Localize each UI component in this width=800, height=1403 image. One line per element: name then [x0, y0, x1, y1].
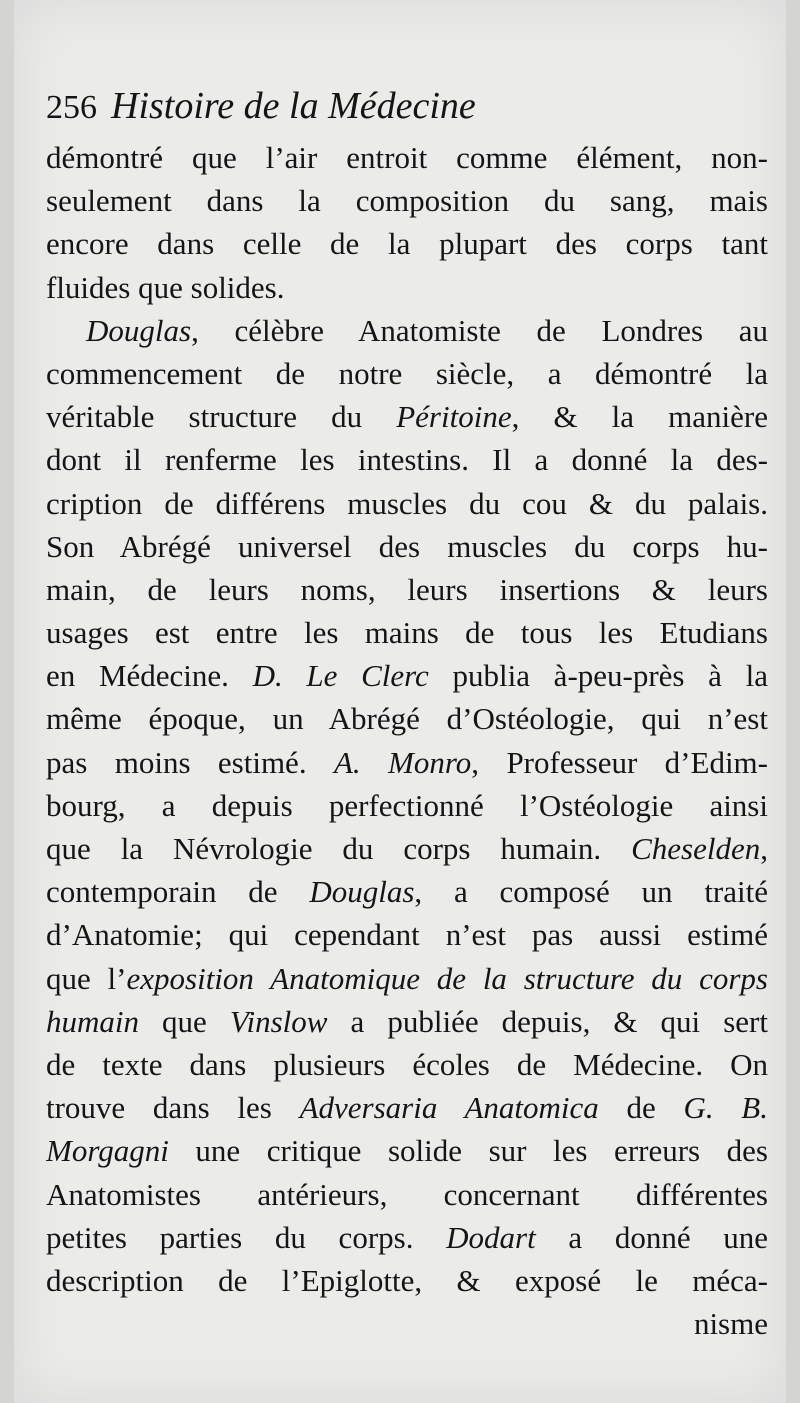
text-line: que la Névrologie du corps humain. Cheselden, — [46, 831, 768, 866]
text-line: fluides que solides. — [46, 269, 285, 305]
body-text — [46, 136, 768, 1345]
running-title: Histoire de la Médecine — [111, 85, 476, 127]
text-line: encore dans celle de la plupart des corps tant — [46, 226, 768, 262]
text-line: main, de leurs noms, leurs insertions & leurs — [46, 571, 768, 607]
text-line: Anatomistes antérieurs, concernant différentes — [46, 1176, 768, 1212]
text-line: d’Anatomie; qui cependant n’est pas aussi estimé — [46, 917, 768, 953]
text-line: véritable structure du Péritoine, & la manière — [46, 399, 768, 435]
text-line: Morgagni une critique solide sur les erreurs des — [46, 1133, 768, 1169]
catchword-line: nisme — [693, 1306, 768, 1342]
text-line: Son Abrégé universel des muscles du corps hu- — [46, 528, 768, 564]
page-number: 256 — [46, 89, 97, 126]
book-page — [14, 0, 786, 1403]
text-line: usages est entre les mains de tous les Etudians — [46, 615, 768, 651]
page-header — [46, 84, 768, 136]
text-line: commencement de notre siècle, a démontré la — [46, 355, 768, 391]
text-line: contemporain de Douglas, a composé un traité — [46, 874, 768, 910]
text-line: petites parties du corps. Dodart a donné une — [46, 1219, 768, 1255]
text-line: humain que Vinslow a publiée depuis, & qui sert — [46, 1003, 768, 1039]
text-line: même époque, un Abrégé d’Ostéologie, qui n’est — [46, 701, 768, 737]
text-line: démontré que l’air entroit comme élément, non- — [46, 140, 768, 175]
text-line: trouve dans les Adversaria Anatomica de G. B. — [46, 1090, 768, 1126]
text-line: description de l’Epiglotte, & exposé le méca- — [46, 1262, 768, 1298]
text-line: pas moins estimé. A. Monro, Professeur d’Edim- — [46, 744, 768, 780]
text-line: que l’exposition Anatomique de la structure du corps — [46, 960, 768, 996]
page-content — [46, 84, 768, 1345]
text-line: bourg, a depuis perfectionné l’Ostéologie ainsi — [46, 787, 768, 823]
text-line: en Médecine. D. Le Clerc publia à-peu-près à la — [46, 658, 768, 694]
text-line: dont il renferme les intestins. Il a donné la des- — [46, 442, 768, 478]
text-line: seulement dans la composition du sang, mais — [46, 183, 768, 219]
paragraph-start-line: Douglas, célèbre Anatomiste de Londres au — [86, 312, 768, 348]
text-line: de texte dans plusieurs écoles de Médecine. On — [46, 1046, 768, 1082]
text-line: cription de différens muscles du cou & du palais. — [46, 485, 768, 521]
